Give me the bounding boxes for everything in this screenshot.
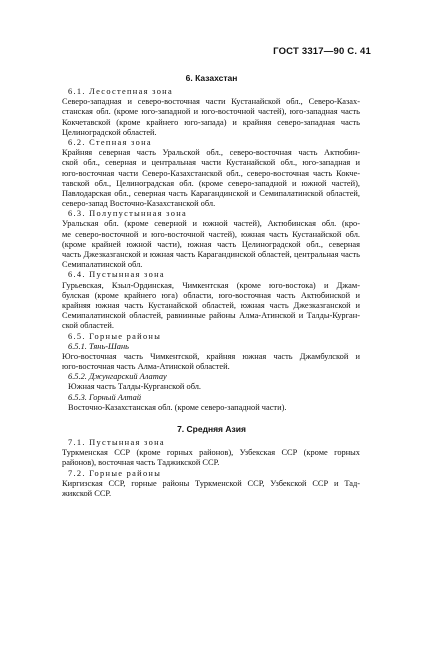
page-header: ГОСТ 3317—90 С. 41 (273, 46, 371, 57)
text-line: часть Джезказганской и южная часть Карагандинской областей, центральная часть (62, 250, 360, 259)
section-7-body (62, 438, 360, 499)
text-line: Гурьевская, Кзыл-Ординская, Чимкентская (кроме юго-востока) и Джам- (62, 280, 360, 290)
text-line: 6.5.2. Джунгарский Алатау (68, 372, 167, 382)
text-line: Киргизская ССР, горные районы Туркменской ССР, Узбекской ССР и Тад- (62, 478, 360, 488)
text-line: Уральская обл. (кроме северной и южной частей), Актюбинская обл. (кро- (62, 219, 360, 229)
text-line: Семипалатинской областей, равнинные районы Алма-Атинской и Талды-Курган- (62, 311, 360, 321)
text-line: 7.2. Горные районы (68, 468, 162, 478)
text-line: тавской обл., Целиноградская обл. (кроме северо-западной и южной частей), (62, 178, 360, 188)
section-6-title: 6. Казахстан (185, 73, 238, 83)
text-line: ме северо-восточной и юго-восточной частей), южная часть Кустанайской обл. (62, 229, 360, 239)
text-line: 7.1. Пустынная зона (68, 438, 165, 447)
text-line: 6.2. Степная зона (68, 137, 152, 147)
text-line: северо-запад Восточно-Казахстанской обл. (62, 199, 216, 209)
text-line: ской областей. (62, 321, 114, 331)
text-line: Восточно-Казахстанская обл. (кроме северо-западной части). (68, 402, 287, 412)
text-line: Целиноградской областей. (62, 127, 157, 137)
text-line: Туркменская ССР (кроме горных районов), Узбекская ССР (кроме горных (62, 448, 360, 458)
text-line: Крайняя северная часть Уральской обл., северо-восточная часть Актюбин- (62, 148, 360, 158)
text-line: Кокчетавской (кроме крайнего юго-запада) и крайняя северо-западная часть (62, 117, 360, 127)
text-line: Юго-восточная часть Чимкентской, крайняя южная часть Джамбулской и (62, 351, 360, 361)
text-line: станская обл. (кроме юго-западной и юго-восточной частей), юго-западная часть (62, 107, 360, 117)
text-line: 6.3. Полупустынная зона (68, 209, 187, 219)
text-line: жикской ССР. (62, 488, 112, 498)
text-line: (кроме крайней южной части), южная часть Целиноградской обл., северная (62, 239, 360, 249)
section-7-title: 7. Средняя Азия (177, 424, 246, 434)
text-line: Павлодарская обл., северная часть Карагандинской и Семипалатинской областей, (62, 188, 360, 198)
text-line: 6.1. Лесостепная зона (68, 87, 173, 96)
text-line: юго-восточная части Северо-Казахстанской обл., северо-восточная часть Кокче- (62, 168, 360, 178)
text-line: 6.5.1. Тянь-Шань (68, 341, 129, 351)
text-line: крайняя южная часть Кустанайской областей, южная часть Джезказганской и (62, 300, 360, 310)
text-line: районов), восточная часть Таджикской ССР. (62, 458, 220, 468)
section-6-body (62, 87, 360, 413)
text-line: 6.5.3. Горный Алтай (68, 392, 142, 402)
text-line: Семипалатинской обл. (62, 260, 143, 270)
text-line: булская (кроме крайнего юга) области, юго-восточная часть Актюбинской и (62, 290, 360, 300)
text-line: 6.5. Горные районы (68, 331, 162, 341)
text-line: ской обл., северная и центральная части Кустанайской обл., юго-западная и (62, 158, 360, 168)
text-line: 6.4. Пустынная зона (68, 270, 165, 280)
text-line: Южная часть Талды-Курганской обл. (68, 382, 202, 392)
text-line: юго-восточная часть Алма-Атинской областей. (62, 362, 230, 372)
text-line: Северо-западная и северо-восточная части Кустанайской обл., Северо-Казах- (62, 97, 360, 107)
